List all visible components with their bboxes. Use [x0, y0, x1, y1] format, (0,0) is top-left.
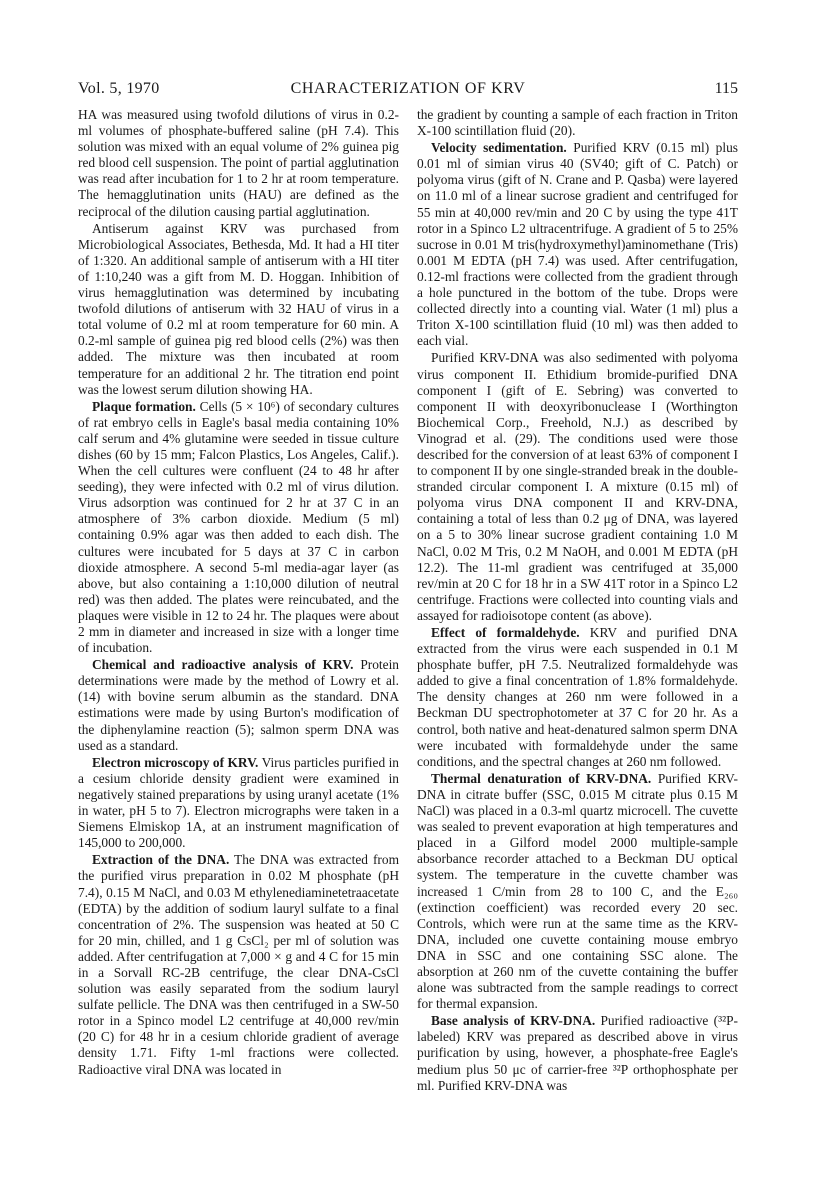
section-heading-thermal-denaturation: Thermal denaturation of KRV-DNA. [431, 770, 652, 786]
paragraph-thermal-denaturation [417, 771, 738, 1012]
right-column [417, 107, 738, 1095]
paragraph-antiserum: Antiserum against KRV was purchased from Microbiological Associates, Bethesda, Md. It had a HI titer of 1:320. An additional sample of antiserum with a HI titer of 1:10,240 was a gift from M. D. Hoggan. Inhibition of virus hemagglutination was determined by incubating twofold dilutions of antiserum with 32 HAU of virus in a total volume of 0.2 ml at room temperature for 60 min. A 0.2-ml sample of guinea pig red blood cells (2%) was then added. The mixture was then incubated at room temperature for an additional 2 hr. The titration end point was the lowest serum dilution showing HA. [78, 220, 399, 397]
paragraph-plaque-formation [78, 399, 399, 657]
paragraph-chemical-analysis [78, 657, 399, 754]
paragraph-gradient-counting: the gradient by counting a sample of each fraction in Triton X-100 scintillation fluid (20). [417, 107, 738, 139]
section-heading-velocity-sedimentation: Velocity sedimentation. [431, 140, 567, 156]
paragraph-electron-microscopy [78, 755, 399, 852]
paragraph-text: Purified radioactive (³²P-labeled) KRV was prepared as described above in virus purification by using, however, a phosphate-free Eagle's medium plus 50 μc of carrier-free ³²P orthophosphate per ml. Purified KRV-DNA was [417, 1013, 739, 1093]
journal-volume: Vol. 5, 1970 [78, 80, 160, 97]
section-heading-chemical-analysis: Chemical and radioactive analysis of KRV. [92, 657, 354, 673]
running-header [78, 80, 738, 102]
paragraph-ha-measurement: HA was measured using twofold dilutions of virus in 0.2-ml volumes of phosphate-buffered saline (pH 7.4). This solution was mixed with an equal volume of 2% guinea pig red blood cell suspension. The point of partial agglutination was read after incubation for 1 to 2 hr at room temperature. The hemagglutination units (HAU) are defined as the reciprocal of the dilution causing partial agglutination. [78, 107, 399, 219]
paragraph-polyoma-sedimentation: Purified KRV-DNA was also sedimented with polyoma virus component II. Ethidium bromide-purified DNA component I (gift of E. Sebring) was converted to component II with deoxyribonuclease I (Worthington Biochemical Corp., Freehold, N.J.) as described by Vinograd et al. (29). The conditions used were those described for the conversion of at least 63% of component I to component II by one single-stranded break in the double-stranded circular component I. A mixture (0.15 ml) of polyoma virus DNA component II and KRV-DNA, containing a total of less than 0.2 μg of DNA, was layered on a 5 to 30% linear sucrose gradient containing 1.0 M NaCl, 0.02 M Tris, 0.2 M NaOH, and 0.001 M EDTA (pH 12.2). The 11-ml gradient was centrifuged at 35,000 rev/min at 20 C for 18 hr in a SW 41T rotor in a Spinco L2 centrifuge. Fractions were collected into counting vials and assayed for radioisotope content (as above). [417, 350, 738, 623]
section-heading-dna-extraction: Extraction of the DNA. [92, 852, 230, 868]
section-heading-base-analysis: Base analysis of KRV-DNA. [431, 1013, 596, 1029]
paragraph-velocity-sedimentation [417, 140, 738, 349]
paragraph-dna-extraction [78, 852, 399, 1077]
running-title: CHARACTERIZATION OF KRV [290, 80, 526, 97]
page-number: 115 [714, 80, 738, 97]
section-heading-plaque-formation: Plaque formation. [92, 398, 196, 414]
paragraph-text: Purified KRV-DNA in citrate buffer (SSC, 0.015 M citrate plus 0.15 M NaCl) was placed in a 0.3-ml quartz microcell. The cuvette was sealed to prevent evaporation at high temperatures and placed in a Gilford model 2000 multiple-sample absorbance recorder attached to a Beckman DU optical system. The temperature in the cuvette chamber was increased 1 C/min from 28 to 100 C, and the E₂₆₀ (extinction coefficient) was recorded every 20 sec. Controls, which were run at the same time as the KRV-DNA, included one cuvette containing mouse embryo DNA in SSC and one containing SSC alone. The absorption at 260 nm of the cuvette containing the buffer alone was subtracted from the sample readings to correct for thermal expansion. [417, 770, 739, 1012]
paragraph-text: Purified KRV (0.15 ml) plus 0.01 ml of simian virus 40 (SV40; gift of C. Patch) or polyoma virus (gift of N. Crane and P. Qasba) were layered on 11.0 ml of a linear sucrose gradient and centrifuged for 55 min at 40,000 rev/min and 20 C by using the type 41T rotor in a Spinco L2 ultracentrifuge. A gradient of 5 to 25% sucrose in 0.01 M tris(hydroxymethyl)aminomethane (Tris) 0.001 M EDTA (pH 7.4) was used. After centrifugation, 0.12-ml fractions were collected from the gradient through a hole punctured in the bottom of the tube. Drops were collected directly into a counting vial. Water (1 ml) plus a Triton X-100 scintillation fluid (10 ml) was then added to each vial. [417, 140, 738, 349]
paragraph-text: The DNA was extracted from the purified virus preparation in 0.02 M phosphate (pH 7.4), 0.15 M NaCl, and 0.03 M ethylenediaminetetraacetate (EDTA) by the addition of sodium lauryl sulfate to a final concentration of 2%. The suspension was heated at 50 C for 20 min, chilled, and 1 g CsCl₂ per ml of solution was added. After centrifugation at 7,000 × g and 4 C for 15 min in a Sorvall RC-2B centrifuge, the clear DNA-CsCl solution was easily separated from the sodium lauryl sulfate pellicle. The DNA was then centrifuged in a SW-50 rotor in a Spinco model L2 centrifuge at 40,000 rev/min (20 C) for 48 hr in a cesium chloride gradient of average density 1.71. Fifty 1-ml fractions were collected. Radioactive viral DNA was located in [78, 852, 399, 1077]
paragraph-text: Protein determinations were made by the method of Lowry et al. (14) with bovine serum albumin as the standard. DNA estimations were made by using Burton's modification of the diphenylamine reaction (5); salmon sperm DNA was used as a standard. [78, 657, 400, 753]
paragraph-formaldehyde [417, 625, 738, 770]
section-heading-formaldehyde: Effect of formaldehyde. [431, 625, 580, 640]
paragraph-text: Virus particles purified in a cesium chloride density gradient were examined in negatively stained preparations by using uranyl acetate (1% in water, pH 5 to 7). Electron micrographs were taken in a Siemens Elmiskop 1A, at an instrument magnification of 145,000 to 200,000. [78, 754, 399, 851]
paragraph-base-analysis [417, 1013, 738, 1093]
paragraph-text: Cells (5 × 10⁶) of secondary cultures of rat embryo cells in Eagle's basal media containing 10% calf serum and 4% glutamine were seeded in tissue culture dishes (60 by 15 mm; Falcon Plastics, Los Angeles, Calif.). When the cell cultures were confluent (24 to 48 hr after seeding), they were infected with 0.2 ml of virus dilution. Virus adsorption was continued for 2 hr at 37 C in an atmosphere of 3% carbon dioxide. Medium (5 ml) containing 0.9% agar was then added to each dish. The cultures were incubated for 5 days at 37 C in carbon dioxide atmosphere. A second 5-ml media-agar layer (as above, but also containing a 1:10,000 dilution of neutral red) was then added. The plates were reincubated, and the plaques were visible in 12 to 24 hr. The plaques were about 2 mm in diameter and increased in size with a longer time of incubation. [78, 398, 399, 656]
paragraph-text: KRV and purified DNA extracted from the virus were each suspended in 0.1 M phosphate buffer, pH 7.5. Neutralized formaldehyde was added to give a final concentration of 1.8% formaldehyde. The density changes at 260 nm were followed in a Beckman DU spectrophotometer at 37 C for 20 hr. As a control, both native and heat-denatured salmon sperm DNA were incubated with formaldehyde under the same conditions, and the spectral changes at 260 nm followed. [417, 625, 738, 769]
left-column [78, 107, 399, 1079]
section-heading-electron-microscopy: Electron microscopy of KRV. [92, 754, 259, 770]
